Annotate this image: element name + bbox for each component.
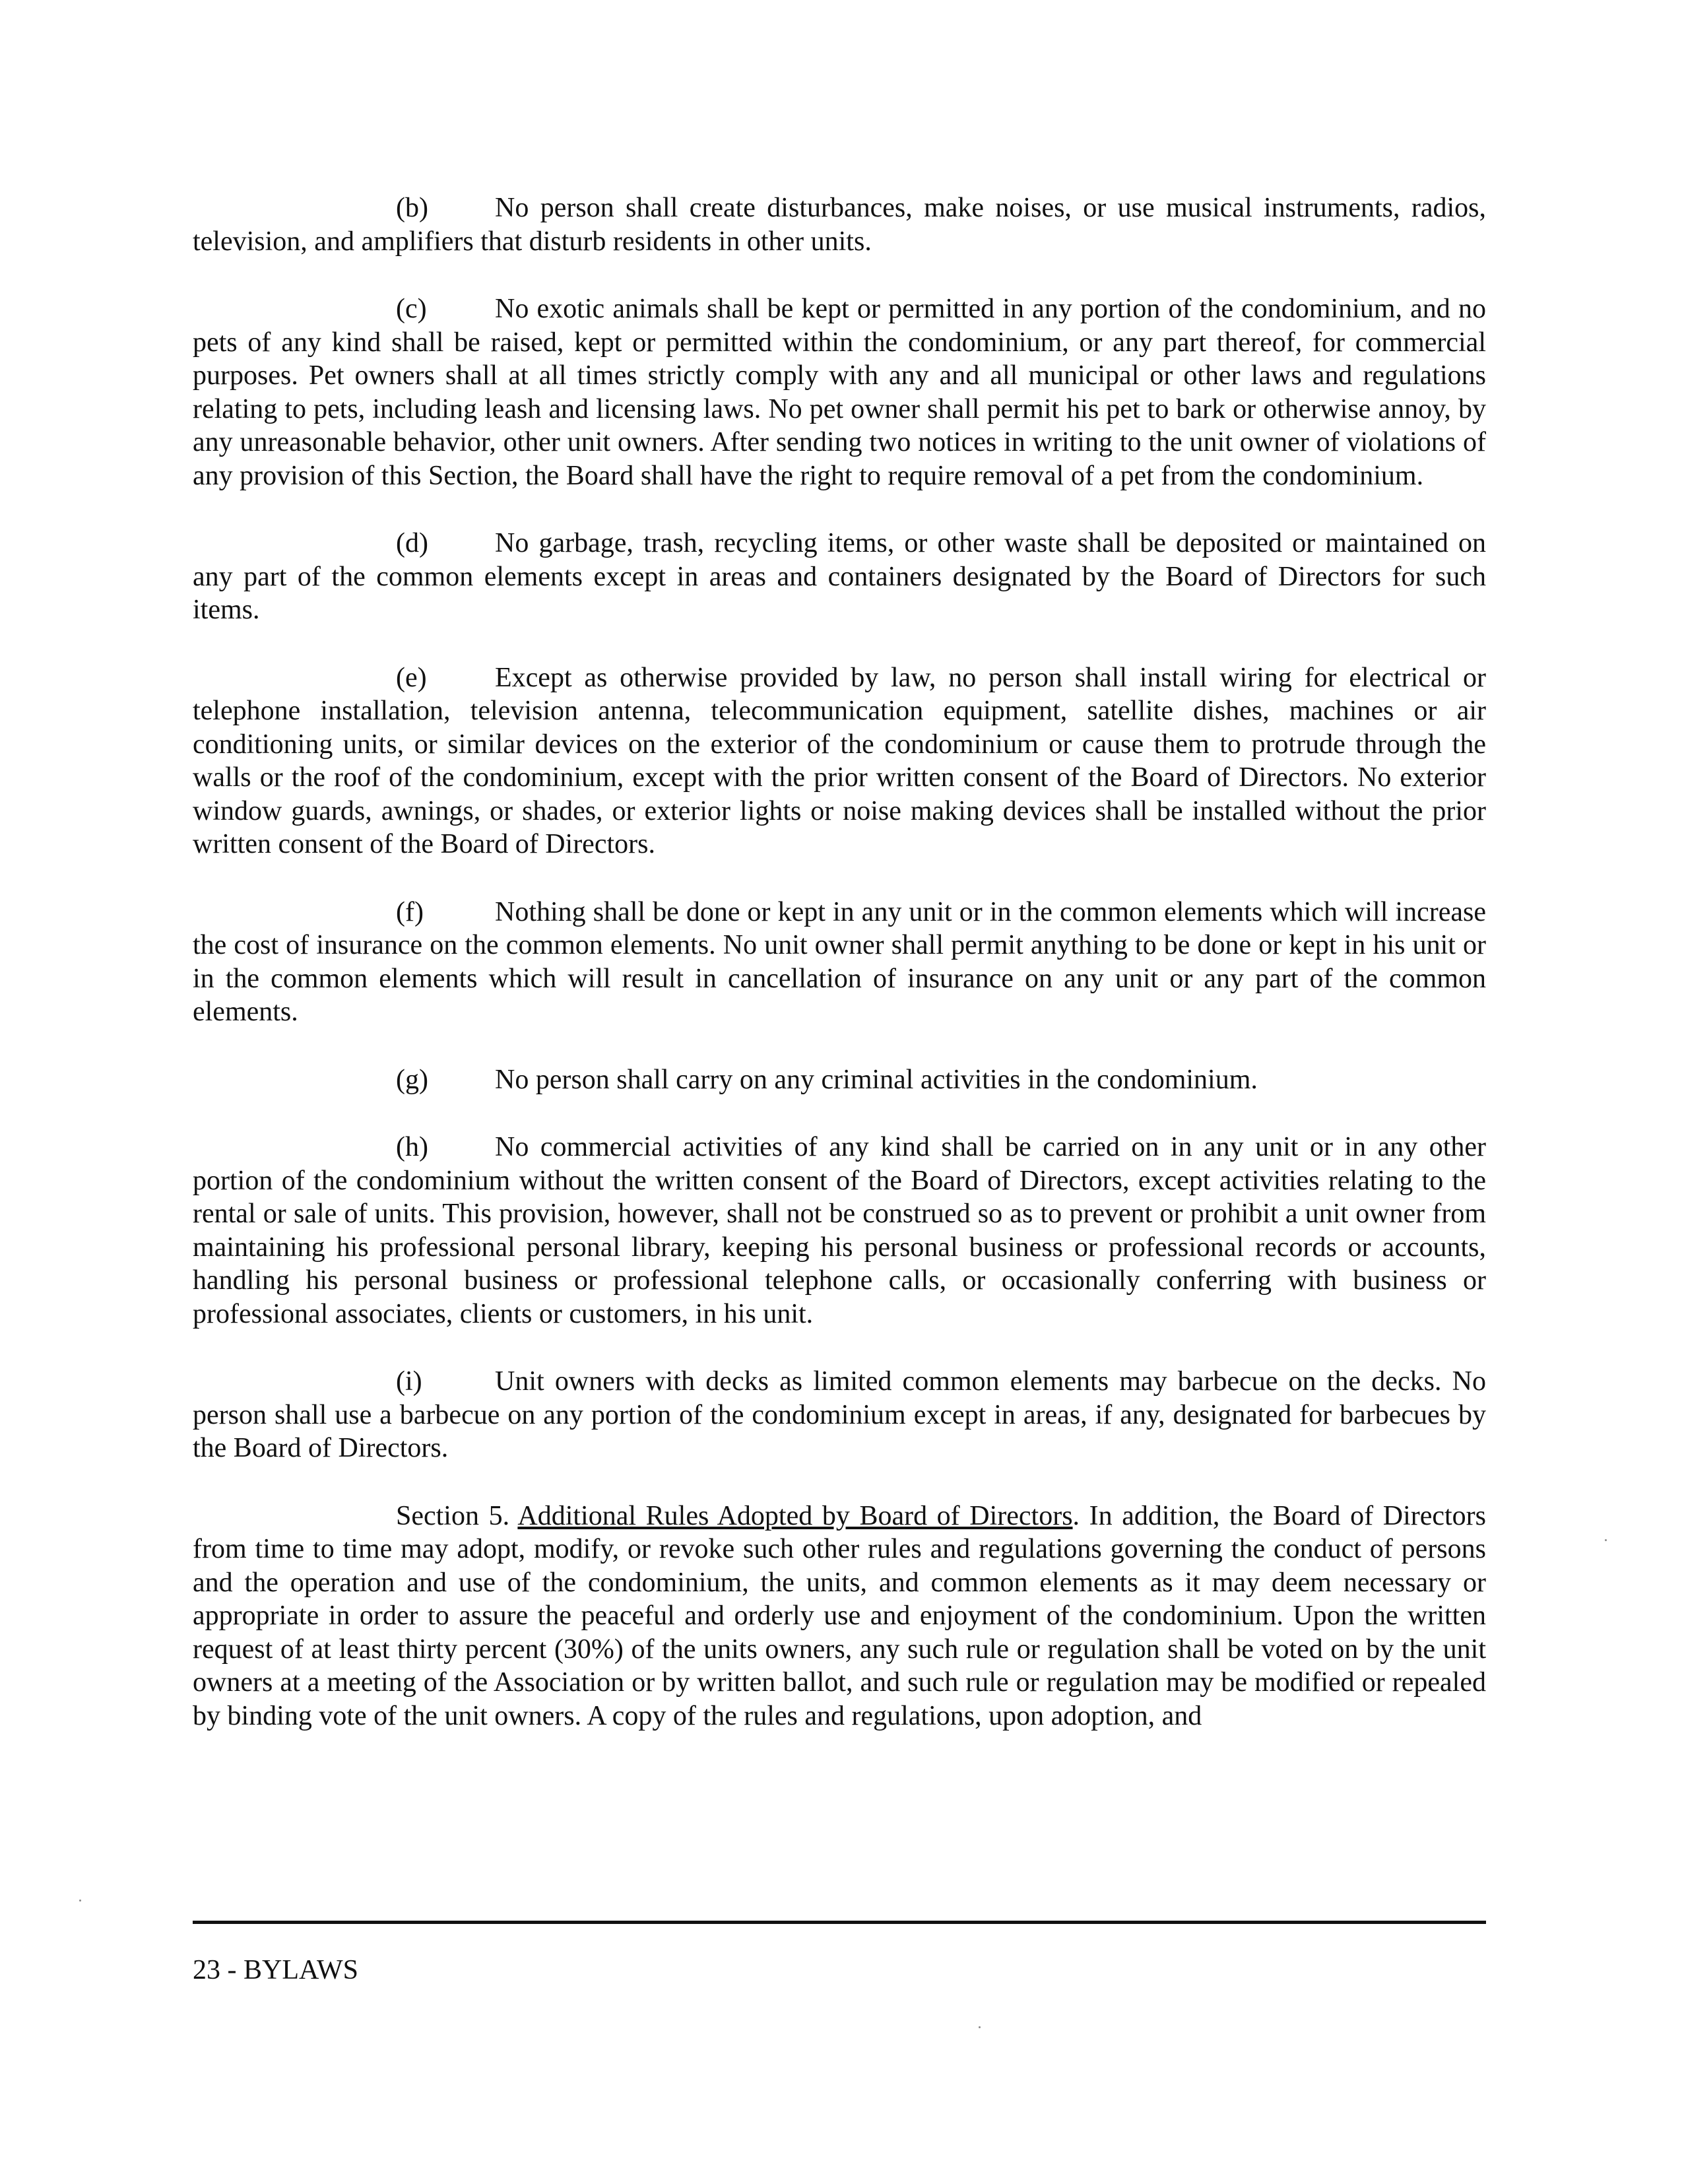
page-footer: 23 - BYLAWS [193, 1955, 358, 1985]
paragraph-text: No commercial activities of any kind shall be carried on in any unit or in any other portion of the condominium without the written consent of the Board of Directors, except activities relating to the rental or sale of units. This provision, however, shall not be construed so as to prevent or prohibit a unit owner from maintaining his professional personal library, keeping his personal business or professional records or accounts, handling his personal business or professional telephone calls, or occasionally conferring with business or professional associates, clients or customers, in his unit. [193, 1132, 1486, 1329]
document-body [193, 191, 1486, 1767]
paragraph-label: (b) [396, 193, 428, 223]
paragraph-label: (f) [396, 896, 424, 927]
paragraph-label: (d) [396, 528, 428, 558]
paragraph-h [193, 1131, 1486, 1331]
paragraph-text: Nothing shall be done or kept in any unit or in the common elements which will increase the cost of insurance on the common elements. No unit owner shall permit anything to be done or kept in his unit or in the common elements which will result in cancellation of insurance on any unit or any part of the common elements. [193, 896, 1486, 1027]
paragraph-label: (c) [396, 294, 427, 324]
paragraph-i [193, 1365, 1486, 1465]
section-heading: Additional Rules Adopted by Board of Directors [517, 1500, 1073, 1531]
scan-speck [979, 2026, 981, 2028]
paragraph-text: Except as otherwise provided by law, no person shall install wiring for electrical or telephone installation, television antenna, telecommunication equipment, satellite dishes, machines or air conditioning units, or similar devices on the exterior of the condominium or cause them to protrude through the walls or the roof of the condominium, except with the prior written consent of the Board of Directors. No exterior window guards, awnings, or shades, or exterior lights or noise making devices shall be installed without the prior written consent of the Board of Directors. [193, 662, 1486, 859]
paragraph-label: (g) [396, 1064, 428, 1095]
scan-speck [79, 1900, 81, 1902]
footer-rule [193, 1921, 1486, 1924]
paragraph-label: (i) [396, 1366, 422, 1397]
paragraph-b [193, 191, 1486, 258]
paragraph-text: No person shall carry on any criminal activities in the condominium. [495, 1064, 1258, 1095]
paragraph-f [193, 896, 1486, 1029]
paragraph-text: Unit owners with decks as limited common elements may barbecue on the decks. No person shall use a barbecue on any portion of the condominium except in areas, if any, designated for barbecues by the Board of Directors. [193, 1366, 1486, 1463]
paragraph-label: (e) [396, 662, 427, 693]
section-text: . In addition, the Board of Directors from time to time may adopt, modify, or revoke such other rules and regulations governing the conduct of persons and the operation and use of the condominium, the units, and common elements as it may deem necessary or appropriate in order to assure the peaceful and orderly use and enjoyment of the condominium. Upon the written request of at least thirty percent (30%) of the units owners, any such rule or regulation shall be voted on by the unit owners at a meeting of the Association or by written ballot, and such rule or regulation may be modified or repealed by binding vote of the unit owners. A copy of the rules and regulations, upon adoption, and [193, 1500, 1487, 1731]
paragraph-text: No person shall create disturbances, make noises, or use musical instruments, radios, television, and amplifiers that disturb residents in other units. [193, 193, 1486, 257]
section-5 [193, 1500, 1486, 1733]
paragraph-c [193, 292, 1486, 492]
paragraph-e [193, 661, 1486, 861]
paragraph-text: No garbage, trash, recycling items, or other waste shall be deposited or maintained on any part of the common elements except in areas and containers designated by the Board of Directors for such items. [193, 528, 1486, 625]
scan-speck [1605, 1539, 1607, 1541]
paragraph-g [193, 1063, 1486, 1097]
paragraph-label: (h) [396, 1132, 428, 1162]
section-number: Section 5. [396, 1500, 510, 1531]
paragraph-d [193, 527, 1486, 627]
paragraph-text: No exotic animals shall be kept or permitted in any portion of the condominium, and no pets of any kind shall be raised, kept or permitted within the condominium, or any part thereof, for commercial purposes. Pet owners shall at all times strictly comply with any and all municipal or other laws and regulations relating to pets, including leash and licensing laws. No pet owner shall permit his pet to bark or otherwise annoy, by any unreasonable behavior, other unit owners. After sending two notices in writing to the unit owner of violations of any provision of this Section, the Board shall have the right to require removal of a pet from the condominium. [193, 294, 1486, 491]
